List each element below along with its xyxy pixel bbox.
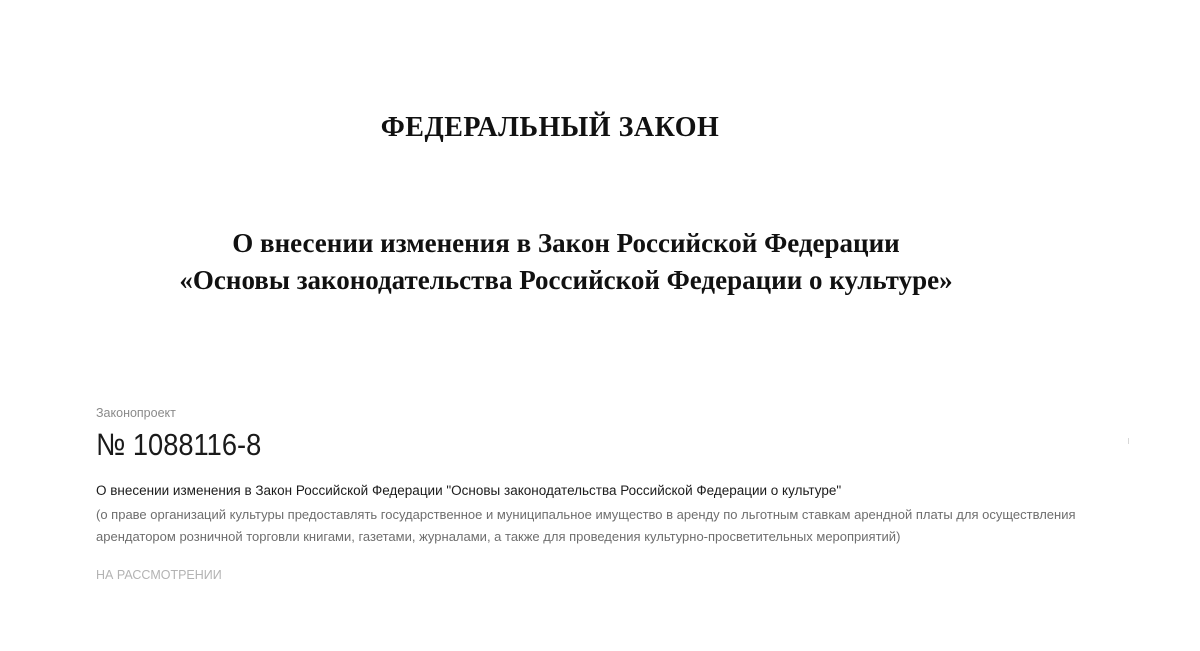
bill-card — [96, 404, 1146, 584]
bill-number[interactable]: № 1088116-8 — [96, 427, 262, 462]
bill-label: Законопроект — [96, 406, 176, 420]
document-subtitle-line-1: О внесении изменения в Закон Российской Федерации — [232, 228, 900, 258]
document-subtitle — [60, 225, 1072, 299]
bill-description: (о праве организаций культуры предоставлять государственное и муниципальное имущество в аренду по льготным ставкам арендной платы для осуществления арендатором розничной торговли книгами, газетами, журналами, а также для проведения культурно-просветительных мероприятий) — [96, 507, 1076, 544]
document-title: ФЕДЕРАЛЬНЫЙ ЗАКОН — [380, 112, 720, 143]
document-subtitle-line-2: «Основы законодательства Российской Федерации о культуре» — [179, 265, 953, 295]
bill-status-badge: НА РАССМОТРЕНИИ — [96, 568, 222, 582]
divider-mark — [1128, 438, 1129, 444]
bill-name[interactable]: О внесении изменения в Закон Российской Федерации "Основы законодательства Российской Федерации о культуре" — [96, 483, 842, 498]
